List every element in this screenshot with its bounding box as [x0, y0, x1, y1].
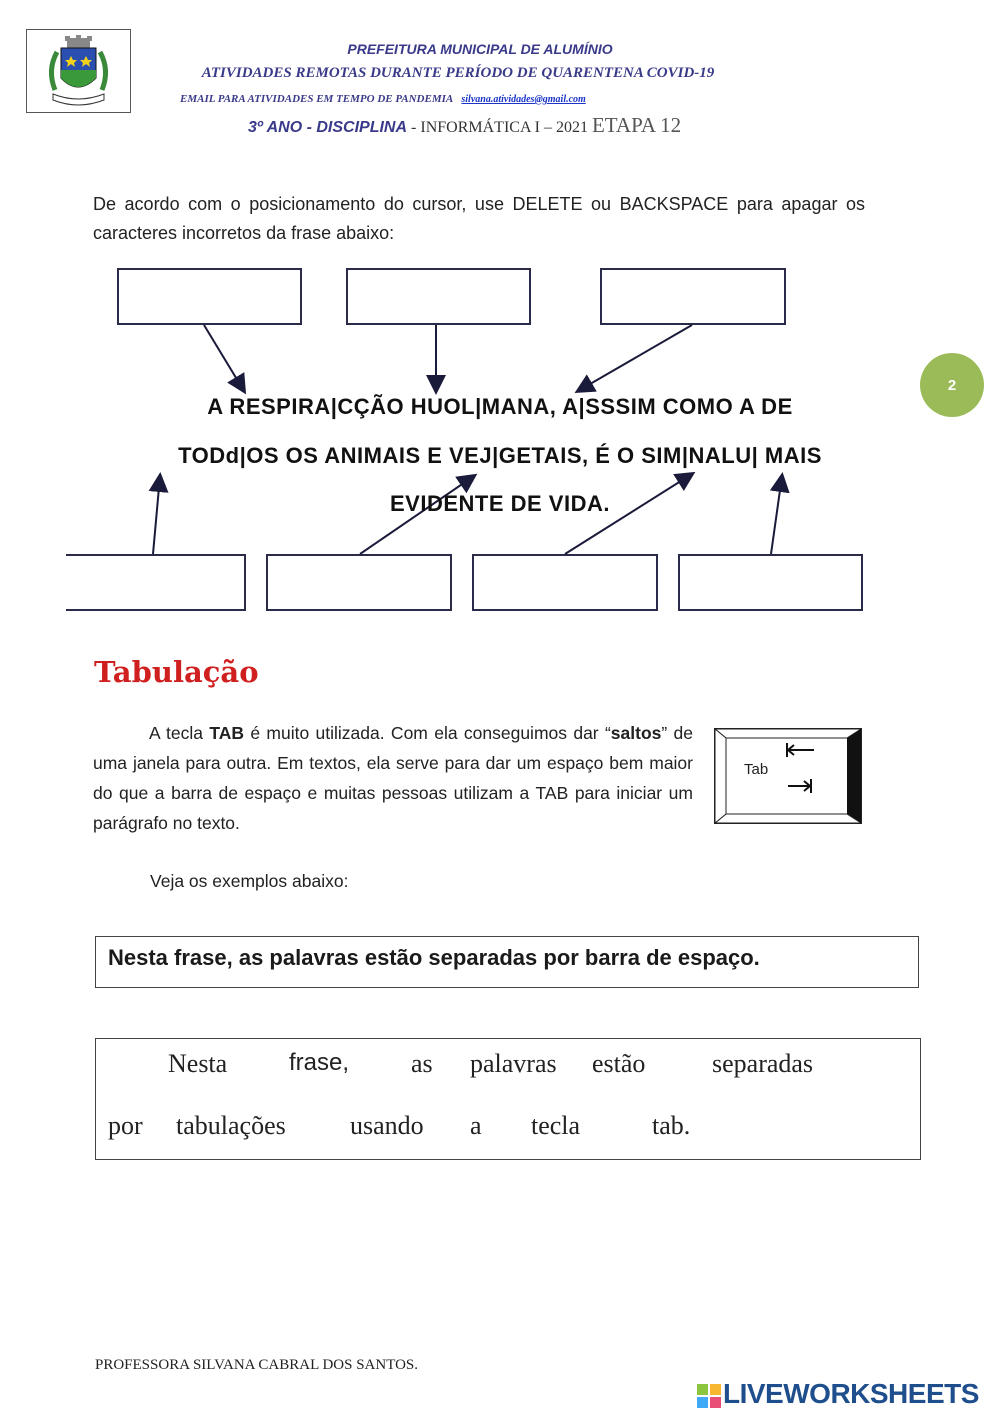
arrow: [578, 325, 692, 391]
exercise-instruction: De acordo com o posicionamento do cursor, use DELETE ou BACKSPACE para apagar os caracteres incorretos da frase abaixo:: [93, 194, 865, 243]
page-number-badge: 2: [920, 353, 984, 417]
tab-word: Nesta: [168, 1049, 228, 1078]
tab-key-icon: [714, 728, 862, 824]
tab-paragraph: [93, 718, 693, 838]
tab-word: tab.: [652, 1111, 691, 1140]
sentence-line-1: A RESPIRA|CÇÃO HUOL|MANA, A|SSSIM COMO A DE: [207, 394, 793, 419]
section-title: Tabulação: [94, 655, 259, 689]
brand-name: LIVEWORKSHEETS: [723, 1378, 979, 1409]
subject-label: - INFORMÁTICA I – 2021: [407, 119, 592, 136]
sentence-line-2: TODd|OS OS ANIMAIS E VEJ|GETAIS, É O SIM|NALU| MAIS: [178, 443, 822, 468]
paragraph-text: é muito utilizada. Com ela conseguimos dar “: [244, 723, 611, 743]
header-line-2: ATIVIDADES REMOTAS DURANTE PERÍODO DE QUARENTENA COVID-19: [201, 65, 715, 81]
paragraph-text: A tecla: [149, 723, 210, 743]
tab-word: a: [470, 1111, 482, 1140]
stage-label: ETAPA 12: [591, 113, 682, 137]
arrow: [204, 325, 244, 391]
example-tabs: [95, 1038, 921, 1160]
email-label: EMAIL PARA ATIVIDADES EM TEMPO DE PANDEMIA: [180, 93, 453, 105]
tab-key-label: Tab: [744, 761, 769, 778]
liveworksheets-icon: [697, 1384, 721, 1408]
see-examples: Veja os exemplos abaixo:: [150, 871, 349, 891]
paragraph-saltos: saltos: [610, 723, 662, 743]
tab-word: separadas: [712, 1049, 814, 1078]
grade-label: 3º ANO - DISCIPLINA: [248, 119, 408, 136]
tab-word: tecla: [531, 1111, 581, 1140]
tab-word: estão: [592, 1049, 646, 1078]
liveworksheets-logo: [697, 1378, 979, 1410]
tab-word: por: [108, 1111, 143, 1140]
tab-word: frase,: [289, 1049, 350, 1076]
sentence-line-3: EVIDENTE DE VIDA.: [390, 491, 610, 516]
tab-word: tabulações: [176, 1111, 286, 1140]
tab-key-image: [714, 728, 862, 824]
paragraph-key: TAB: [209, 723, 245, 743]
paragraph-text: ” de uma janela para outra. Em textos, ela serve para dar um espaço bem maior do que a barra de espaço e muitas pessoas utilizam a TAB para iniciar um parágrafo no texto.: [93, 723, 693, 833]
header-line-1: PREFEITURA MUNICIPAL DE ALUMÍNIO: [347, 41, 613, 57]
tab-word: as: [411, 1049, 433, 1078]
teacher-signature: PROFESSORA SILVANA CABRAL DOS SANTOS.: [95, 1357, 419, 1373]
arrows-layer: [0, 0, 1000, 640]
tab-word: palavras: [470, 1049, 557, 1078]
email-link[interactable]: silvana.atividades@gmail.com: [461, 94, 586, 105]
tab-word: usando: [350, 1111, 424, 1140]
example-spaces: Nesta frase, as palavras estão separadas por barra de espaço.: [95, 936, 919, 988]
